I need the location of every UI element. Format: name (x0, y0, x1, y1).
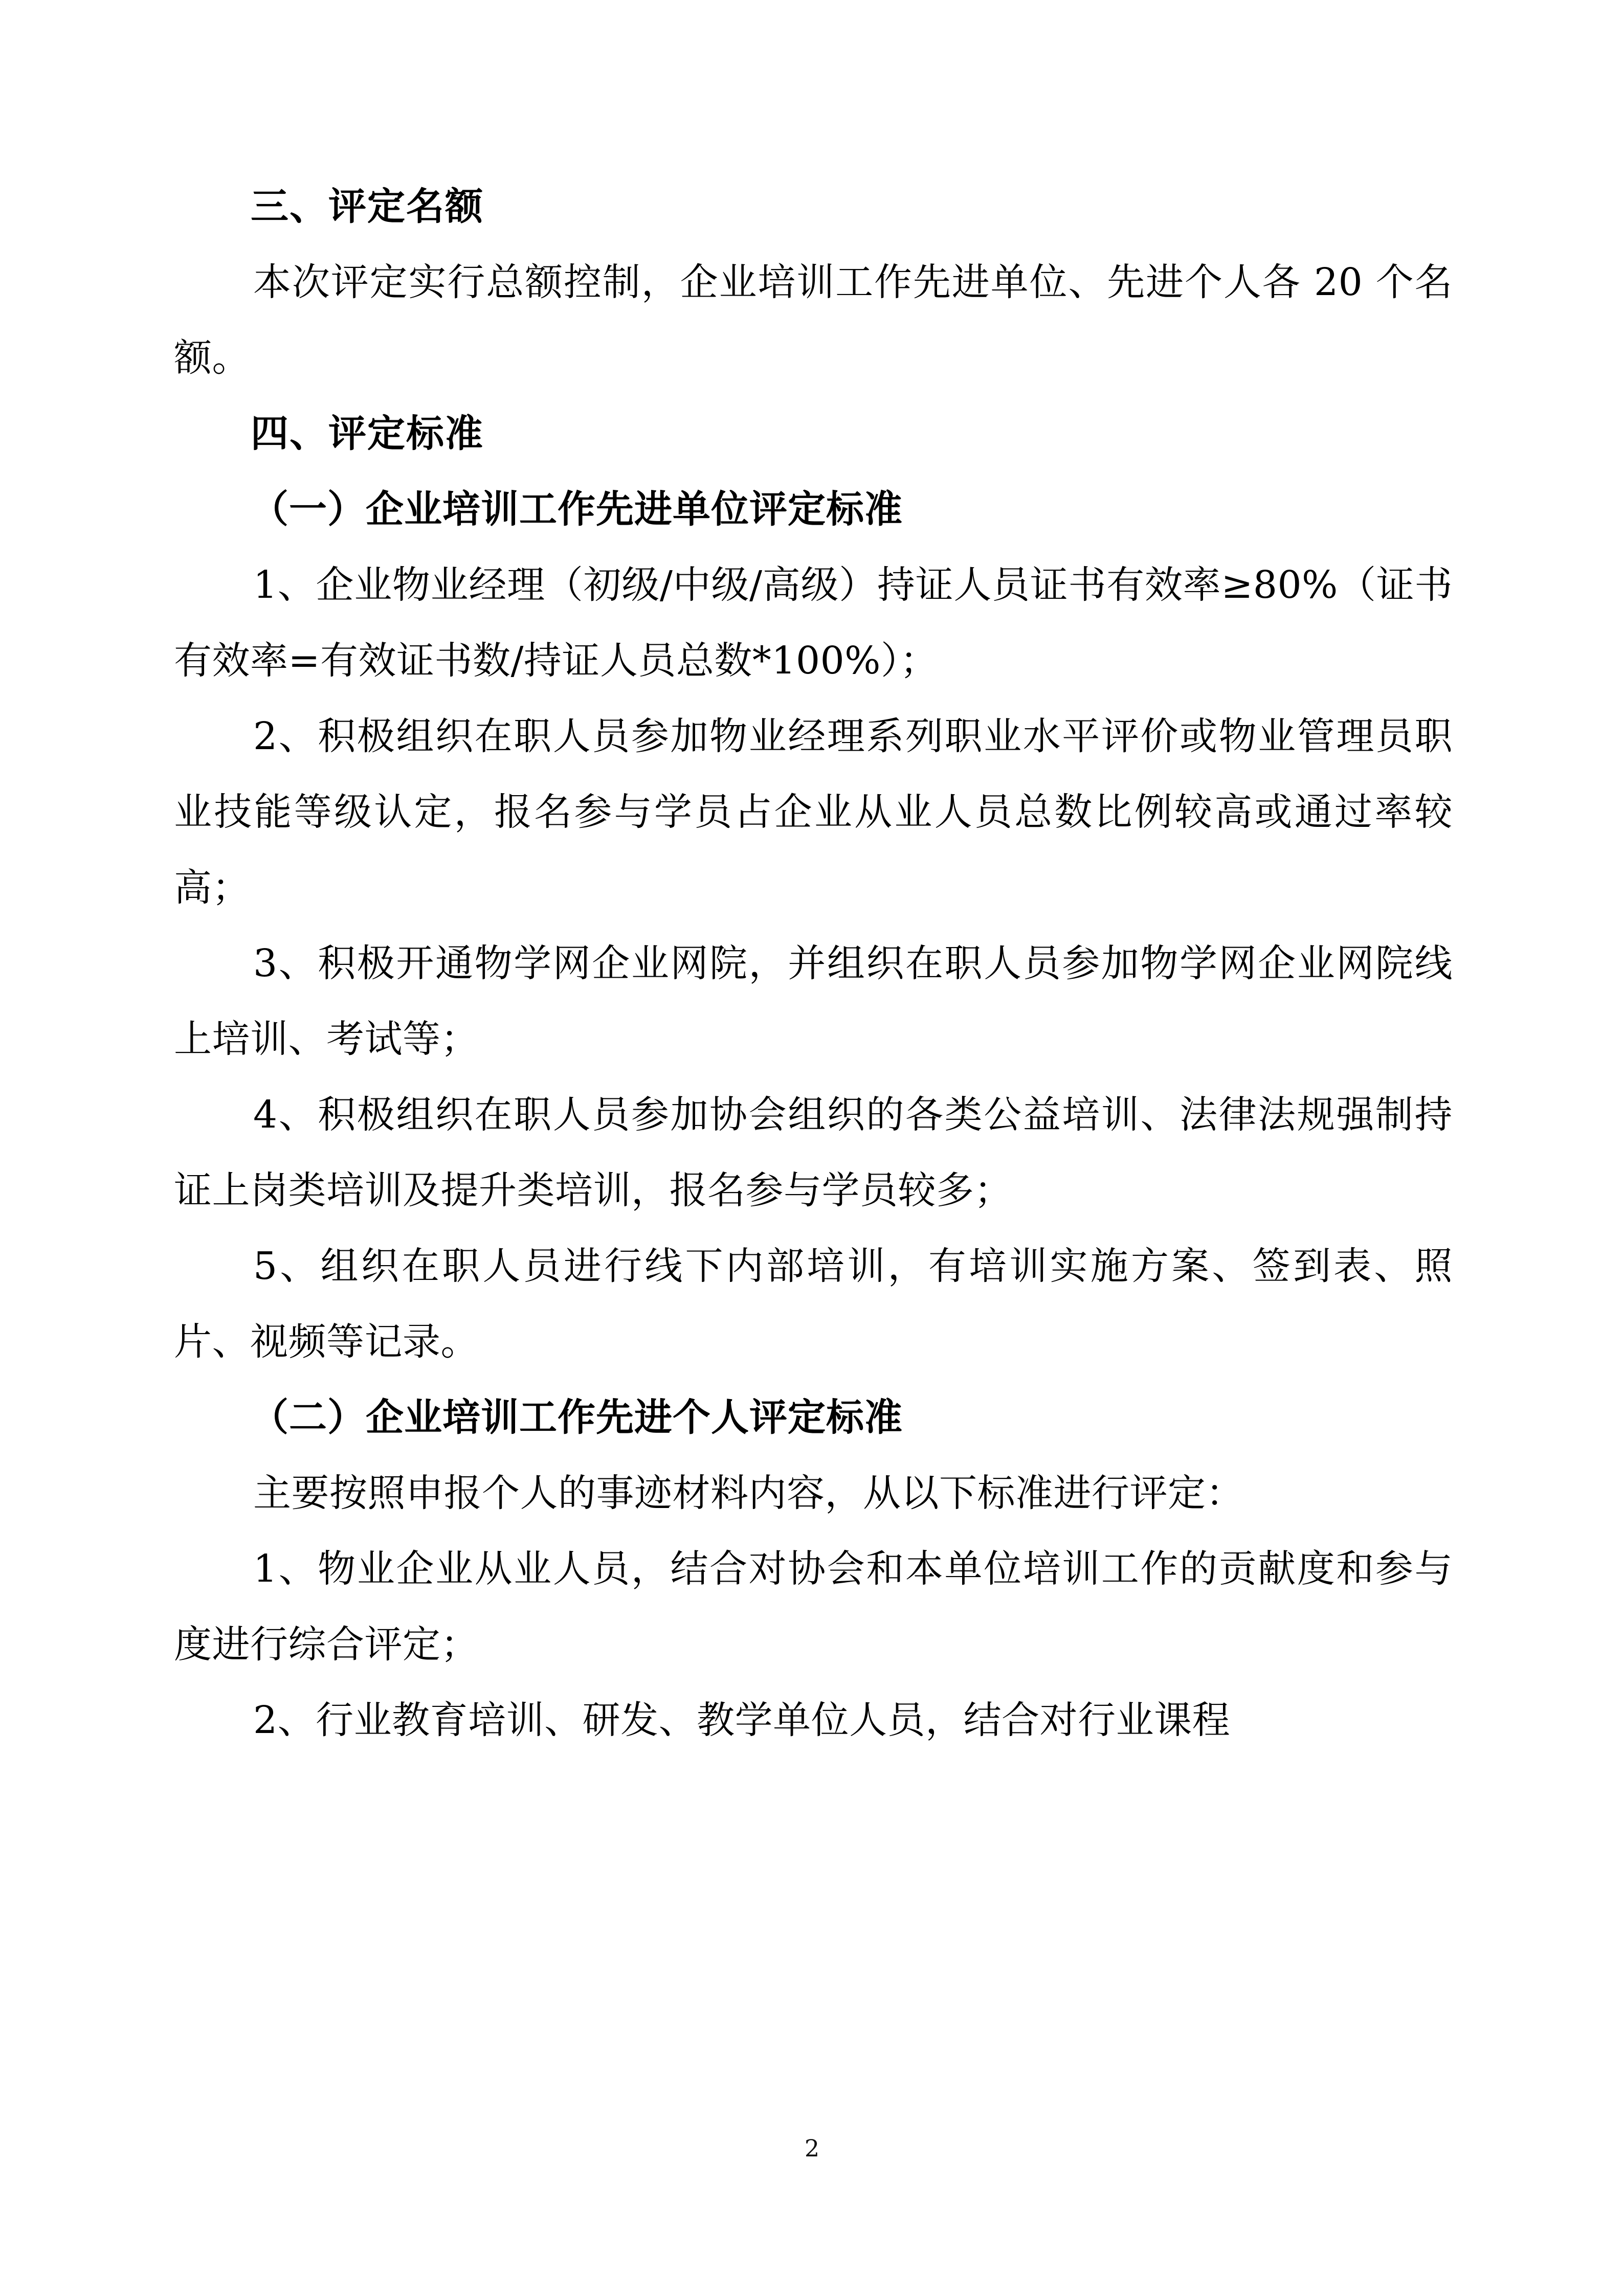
criteria-unit-item-5: 5、组织在职人员进行线下内部培训，有培训实施方案、签到表、照片、视频等记录。 (174, 1244, 1453, 1364)
paragraph-quota-total-control: 本次评定实行总额控制，企业培训工作先进单位、先进个人各 20 个名额。 (174, 260, 1453, 380)
criteria-unit-item-3: 3、积极开通物学网企业网院，并组织在职人员参加物学网企业网院线上培训、考试等； (174, 941, 1453, 1061)
paragraph-individual-criteria-intro: 主要按照申报个人的事迹材料内容，从以下标准进行评定： (253, 1471, 1244, 1515)
criteria-individual-item-1: 1、物业企业从业人员，结合对协会和本单位培训工作的贡献度和参与度进行综合评定； (174, 1547, 1453, 1667)
page-number: 2 (804, 2134, 820, 2162)
criteria-unit-item-4: 4、积极组织在职人员参加协会组织的各类公益培训、法律法规强制持证上岗类培训及提升类培训，报名参与学员较多； (174, 1093, 1453, 1212)
criteria-unit-item-2: 2、积极组织在职人员参加物业经理系列职业水平评价或物业管理员职业技能等级认定，报名参与学员占企业从业人员总数比例较高或通过率较高； (174, 714, 1453, 910)
criteria-unit-item-1: 1、企业物业经理（初级/中级/高级）持证人员证书有效率≥80%（证书有效率=有效证书数/持证人员总数*100%）； (174, 563, 1453, 683)
section-heading-evaluation-quota: 三、评定名额 (251, 185, 484, 229)
page-body (174, 169, 1453, 1758)
section-heading-evaluation-criteria: 四、评定标准 (251, 412, 484, 456)
criteria-individual-item-2: 2、行业教育培训、研发、教学单位人员，结合对行业课程 (253, 1698, 1231, 1742)
subsection-heading-advanced-individual-criteria: （二）企业培训工作先进个人评定标准 (251, 1395, 903, 1439)
subsection-heading-advanced-unit-criteria: （一）企业培训工作先进单位评定标准 (251, 487, 903, 531)
